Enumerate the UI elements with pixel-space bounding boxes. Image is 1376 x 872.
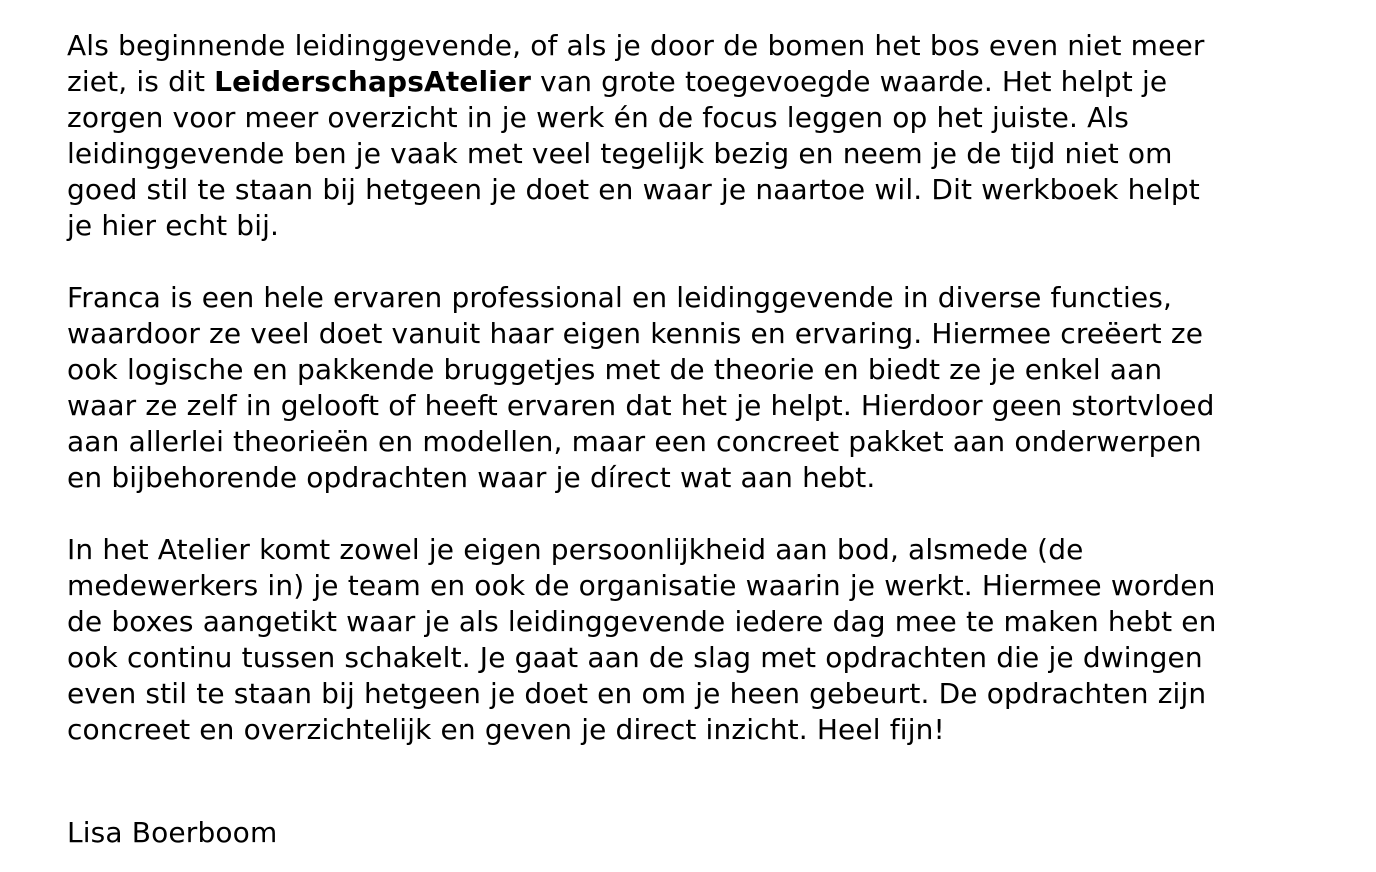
text-line: Als beginnende leidinggevende, of als je door de bomen het bos even niet meer (67, 29, 1205, 62)
text-segment: van grote toegevoegde waarde. Het helpt je (531, 65, 1168, 98)
text-line: aan allerlei theorieën en modellen, maar een concreet pakket aan onderwerpen (67, 425, 1202, 458)
text-segment: ziet, is dit (67, 65, 215, 98)
text-line: concreet en overzichtelijk en geven je direct inzicht. Heel fijn! (67, 713, 945, 746)
text-line: goed stil te staan bij hetgeen je doet en waar je naartoe wil. Dit werkboek helpt (67, 173, 1200, 206)
text-line: ook continu tussen schakelt. Je gaat aan de slag met opdrachten die je dwingen (67, 641, 1203, 674)
paragraph-author-experience (67, 280, 1307, 496)
paragraph-intro (67, 28, 1307, 244)
text-line: leidinggevende ben je vaak met veel tegelijk bezig en neem je de tijd niet om (67, 137, 1173, 170)
text-line: Franca is een hele ervaren professional en leidinggevende in diverse functies, (67, 281, 1173, 314)
text-line: en bijbehorende opdrachten waar je dírect wat aan hebt. (67, 461, 876, 494)
text-line: de boxes aangetikt waar je als leidinggevende iedere dag mee te maken hebt en (67, 605, 1217, 638)
signature-name: Lisa Boerboom (67, 816, 278, 849)
text-line: ook logische en pakkende bruggetjes met de theorie en biedt ze je enkel aan (67, 353, 1163, 386)
testimonial-body (67, 28, 1307, 748)
text-line: In het Atelier komt zowel je eigen persoonlijkheid aan bod, alsmede (de (67, 533, 1084, 566)
text-line: zorgen voor meer overzicht in je werk én de focus leggen op het juiste. Als (67, 101, 1130, 134)
text-line: waardoor ze veel doet vanuit haar eigen kennis en ervaring. Hiermee creëert ze (67, 317, 1204, 350)
paragraph-atelier-content (67, 532, 1307, 748)
text-line: je hier echt bij. (67, 209, 280, 242)
text-line: even stil te staan bij hetgeen je doet en om je heen gebeurt. De opdrachten zijn (67, 677, 1207, 710)
text-line: medewerkers in) je team en ook de organisatie waarin je werkt. Hiermee worden (67, 569, 1216, 602)
text-line (67, 64, 1307, 100)
text-line: waar ze zelf in gelooft of heeft ervaren dat het je helpt. Hierdoor geen stortvloed (67, 389, 1215, 422)
product-name-bold: LeiderschapsAtelier (214, 65, 532, 98)
